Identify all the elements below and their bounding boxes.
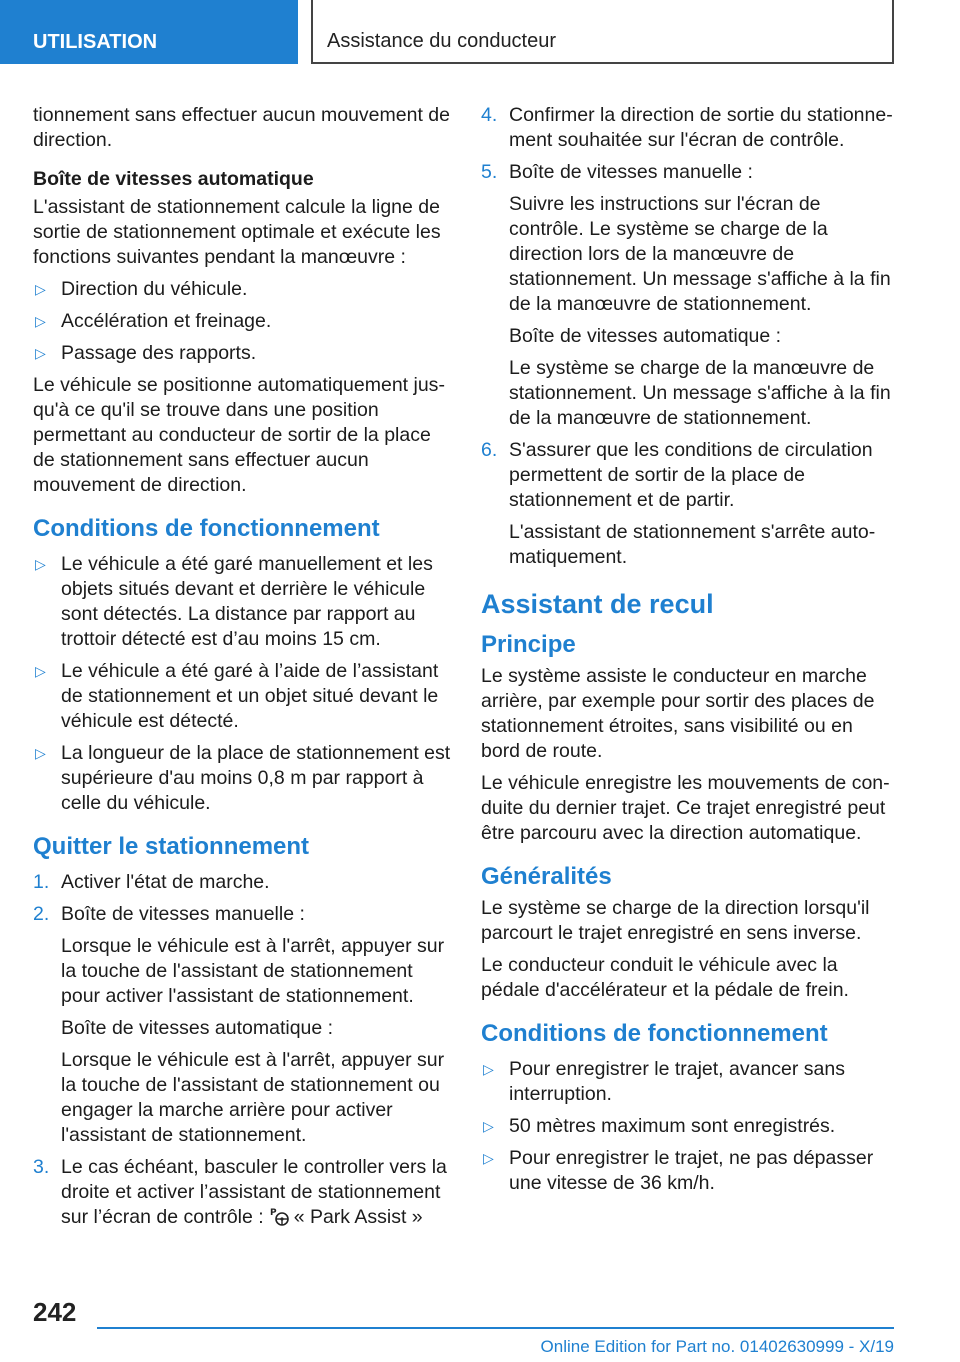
paragraph: Le système assiste le conducteur en marche arrière, par exemple pour sortir des places de stationnement étroites, sans visibilité ou en bord de route. — [481, 665, 875, 762]
park-assist-icon — [270, 1206, 290, 1233]
list-item: ▷ Accélération et freinage. — [35, 310, 272, 332]
section-title-conditions: Conditions de fonctionnement — [33, 515, 380, 542]
subheading-automatic: Boîte de vitesses automatique — [33, 168, 314, 190]
list-item: ▷ Passage des rapports. — [35, 342, 257, 364]
triangle-right-icon: ▷ — [35, 745, 46, 761]
step-number: 1. — [33, 871, 50, 893]
step-number: 2. — [33, 903, 50, 925]
step-item: 1. Activer l'état de marche. — [33, 871, 270, 893]
step-number: 3. — [33, 1156, 50, 1178]
step-item: 6. S'assurer que les conditions de circulation permettent de sortir de la place de stationnement et de partir. L'assistant de stationnement s'arrête automatiquement. — [481, 439, 876, 568]
paragraph: Le véhicule se positionne automatiquement jusqu'à ce qu'il se trouve dans une position permettant au conducteur de sortir de la place de stationnement sans effectuer aucun mouvement de direction. — [33, 374, 445, 496]
svg-text:P: P — [269, 1208, 277, 1218]
list-item: ▷ Pour enregistrer le trajet, ne pas dépasser une vitesse de 36 km/h. — [483, 1147, 874, 1194]
section-tab: UTILISATION — [0, 0, 298, 64]
footer-edition: Online Edition for Part no. 01402630999 - X/19 — [540, 1337, 894, 1356]
triangle-right-icon: ▷ — [35, 663, 46, 679]
step-item: 5. Boîte de vitesses manuelle : Suivre les instructions sur l'écran de contrôle. Le système se charge de la direction lors de la manœuvre de stationnement. Un message s'affiche à la fin de la manœuvre de stationnement. Boîte de vitesses automatique : Le système se charge de la manœuvre de stationnement. Un message s'affiche à la fin de la manœuvre de stationnement. — [481, 161, 891, 429]
section-title-general: Généralités — [481, 863, 612, 890]
paragraph: Le véhicule enregistre les mouvements de conduite du dernier trajet. Ce trajet enregistré peut être parcouru avec la direction automatique. — [481, 772, 890, 844]
triangle-right-icon: ▷ — [483, 1118, 494, 1134]
step-item: 3. Le cas échéant, basculer le controller vers la droite et activer l’assistant de stationnement sur l’écran de contrôle : P « Park Assist » — [33, 1155, 451, 1233]
right-column — [481, 103, 893, 1203]
triangle-right-icon: ▷ — [483, 1061, 494, 1077]
page-number: 242 — [33, 1297, 77, 1327]
paragraph: L'assistant de stationnement calcule la ligne de sortie de stationnement optimale et exécute les fonctions suivantes pendant la manœuvre : — [33, 196, 441, 268]
triangle-right-icon: ▷ — [35, 281, 46, 297]
triangle-right-icon: ▷ — [35, 345, 46, 361]
step-item: 2. Boîte de vitesses manuelle : Lorsque le véhicule est à l'arrêt, appuyer sur la touche de l'assistant de stationnement pour activer l'assistant de stationnement. Boîte de vitesses automatique : Lorsque le véhicule est à l'arrêt, appuyer sur la touche de l'assistant de stationnement ou engager la marche arrière pour activer l'assistant de stationnement. — [33, 903, 445, 1146]
triangle-right-icon: ▷ — [35, 556, 46, 572]
paragraph: tionnement sans effectuer aucun mouvement de direction. — [33, 104, 450, 151]
list-item: ▷ 50 mètres maximum sont enregistrés. — [483, 1115, 836, 1137]
list-item: ▷ Pour enregistrer le trajet, avancer sans interruption. — [483, 1058, 845, 1105]
paragraph: Le système se charge de la direction lorsqu'il parcourt le trajet enregistré en sens inverse. — [481, 897, 870, 944]
left-column — [33, 103, 451, 1240]
list-item: ▷ Le véhicule a été garé manuellement et les objets situés devant et derrière le véhicule sont détectés. La distance par rapport au trottoir détecté est d’au moins 15 cm. — [35, 553, 433, 650]
list-item: ▷ Direction du véhicule. — [35, 278, 248, 300]
page-header — [0, 0, 960, 66]
triangle-right-icon: ▷ — [35, 313, 46, 329]
list-item: ▷ Le véhicule a été garé à l’aide de l’assistant de stationnement et un objet situé devant le véhicule est détecté. — [35, 660, 439, 732]
chapter-tab: Assistance du conducteur — [311, 0, 894, 64]
section-title-reverse-assistant: Assistant de recul — [481, 589, 714, 619]
list-item: ▷ La longueur de la place de stationnement est supérieure d'au moins 0,8 m par rapport à celle du véhicule. — [35, 742, 451, 814]
footer-divider — [97, 1327, 894, 1329]
step-number: 6. — [481, 439, 498, 461]
section-title-conditions: Conditions de fonctionnement — [481, 1020, 828, 1047]
paragraph: Le conducteur conduit le véhicule avec la pédale d'accélérateur et la pédale de frein. — [481, 954, 849, 1001]
step-item: 4. Confirmer la direction de sortie du stationnement souhaitée sur l'écran de contrôle. — [481, 104, 893, 151]
section-title-quit: Quitter le stationnement — [33, 833, 310, 860]
step-number: 4. — [481, 104, 498, 126]
triangle-right-icon: ▷ — [483, 1150, 494, 1166]
step-number: 5. — [481, 161, 498, 183]
section-title-principle: Principe — [481, 631, 576, 658]
